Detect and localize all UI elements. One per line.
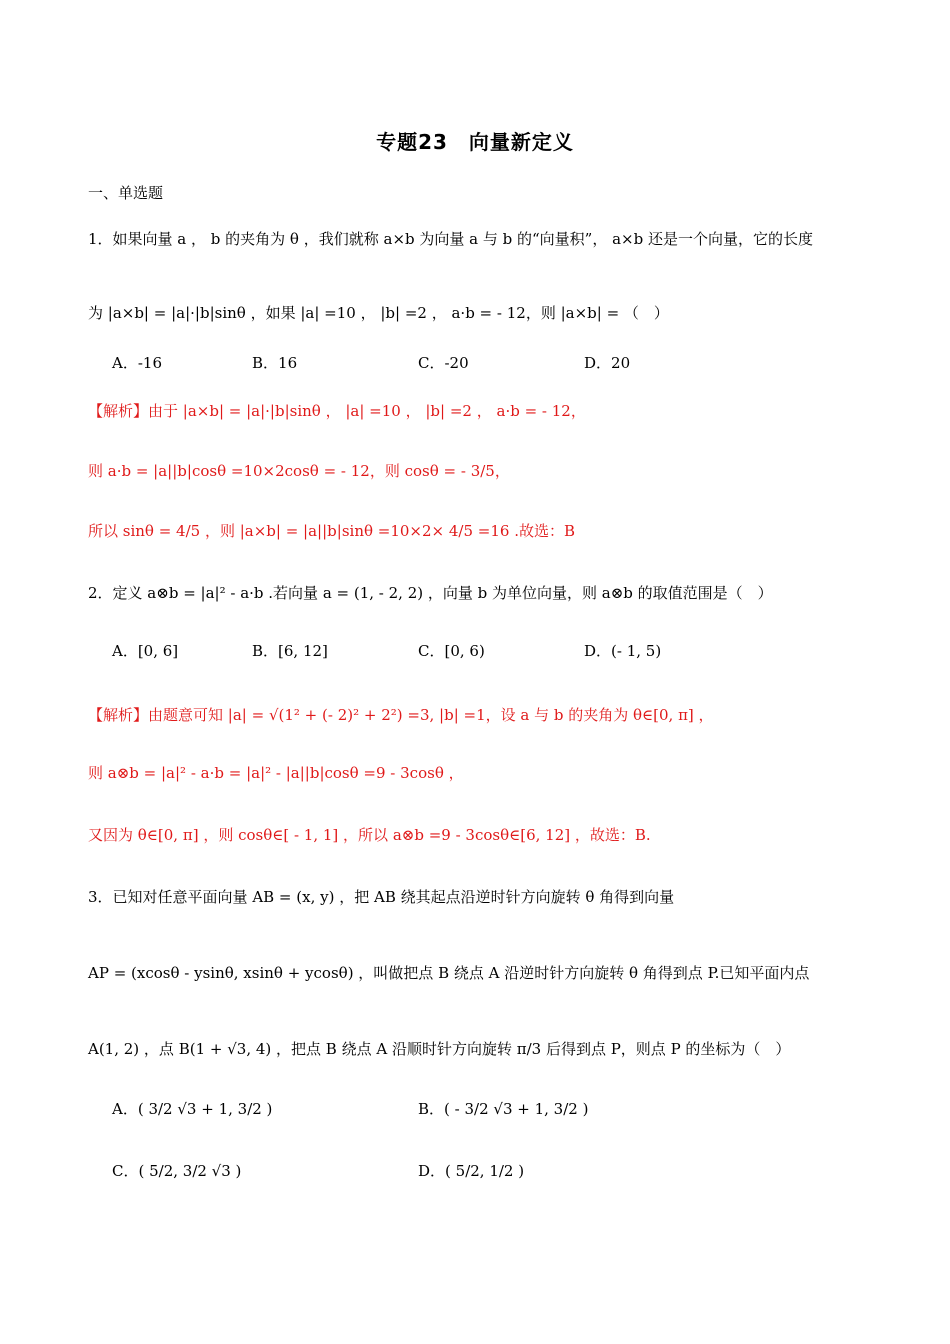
q1-analysis-line1 <box>88 400 586 422</box>
q3-option-c: C．( 5/2, 3/2 √3 ) <box>112 1162 242 1180</box>
q1-stem-line2: 为 |a×b| = |a|·|b|sinθ ，如果 |a| =10 ， |b| =2 ， a·b = - 12，则 |a×b| = （ ） <box>88 304 669 322</box>
q2-analysis-text1: 由题意可知 |a| = √(1² + (- 2)² + 2²) =3, |b| =1，设 a 与 b 的夹角为 θ∈[0, π] ， <box>148 706 714 724</box>
q1-analysis-line2: 则 a·b = |a||b|cosθ =10×2cosθ = - 12，则 cosθ = - 3/5， <box>88 462 510 480</box>
q2-option-c: C．[0, 6) <box>418 642 485 660</box>
q3-stem-line3: A(1, 2) ，点 B(1 + √3, 4) ，把点 B 绕点 A 沿顺时针方向旋转 π/3 后得到点 P，则点 P 的坐标为（ ） <box>88 1040 791 1058</box>
q3-option-b: B．( - 3/2 √3 + 1, 3/2 ) <box>418 1100 589 1118</box>
q1-option-d: D．20 <box>584 354 631 372</box>
section-heading: 一、单选题 <box>88 184 164 202</box>
q2-analysis-line3: 又因为 θ∈[0, π] ，则 cosθ∈[ - 1, 1] ，所以 a⊗b =9 - 3cosθ∈[6, 12] ，故选：B. <box>88 826 651 844</box>
q2-option-d: D．(- 1, 5) <box>584 642 662 660</box>
q2-option-a: A．[0, 6] <box>112 642 179 660</box>
q2-analysis-line2: 则 a⊗b = |a|² - a·b = |a|² - |a||b|cosθ =9 - 3cosθ ， <box>88 764 464 782</box>
q2-stem: 2．定义 a⊗b = |a|² - a·b .若向量 a = (1, - 2, 2) ，向量 b 为单位向量，则 a⊗b 的取值范围是（ ） <box>88 584 773 602</box>
q1-option-a: A．-16 <box>112 354 162 372</box>
q3-stem-line1: 3．已知对任意平面向量 AB = (x, y) ，把 AB 绕其起点沿逆时针方向旋转 θ 角得到向量 <box>88 888 675 906</box>
q2-analysis-label: 【解析】 <box>88 706 149 724</box>
q1-stem-line1: 1．如果向量 a ， b 的夹角为 θ ，我们就称 a×b 为向量 a 与 b 的“向量积”， a×b 还是一个向量，它的长度 <box>88 230 813 248</box>
q2-option-b: B．[6, 12] <box>252 642 328 660</box>
q3-option-d: D．( 5/2, 1/2 ) <box>418 1162 525 1180</box>
q1-analysis-label: 【解析】 <box>88 402 149 420</box>
q1-option-c: C．-20 <box>418 354 469 372</box>
q1-analysis-text1: 由于 |a×b| = |a|·|b|sinθ ， |a| =10 ， |b| =2 ， a·b = - 12， <box>148 402 586 420</box>
q2-analysis-line1 <box>88 704 714 726</box>
q3-option-a: A．( 3/2 √3 + 1, 3/2 ) <box>112 1100 273 1118</box>
page-title: 专题23 向量新定义 <box>376 130 574 154</box>
q1-option-b: B．16 <box>252 354 298 372</box>
q3-stem-line2: AP = (xcosθ - ysinθ, xsinθ + ycosθ) ，叫做把点 B 绕点 A 沿逆时针方向旋转 θ 角得到点 P.已知平面内点 <box>88 964 810 982</box>
q1-analysis-line3: 所以 sinθ = 4/5 ，则 |a×b| = |a||b|sinθ =10×2× 4/5 =16 .故选：B <box>88 522 576 540</box>
